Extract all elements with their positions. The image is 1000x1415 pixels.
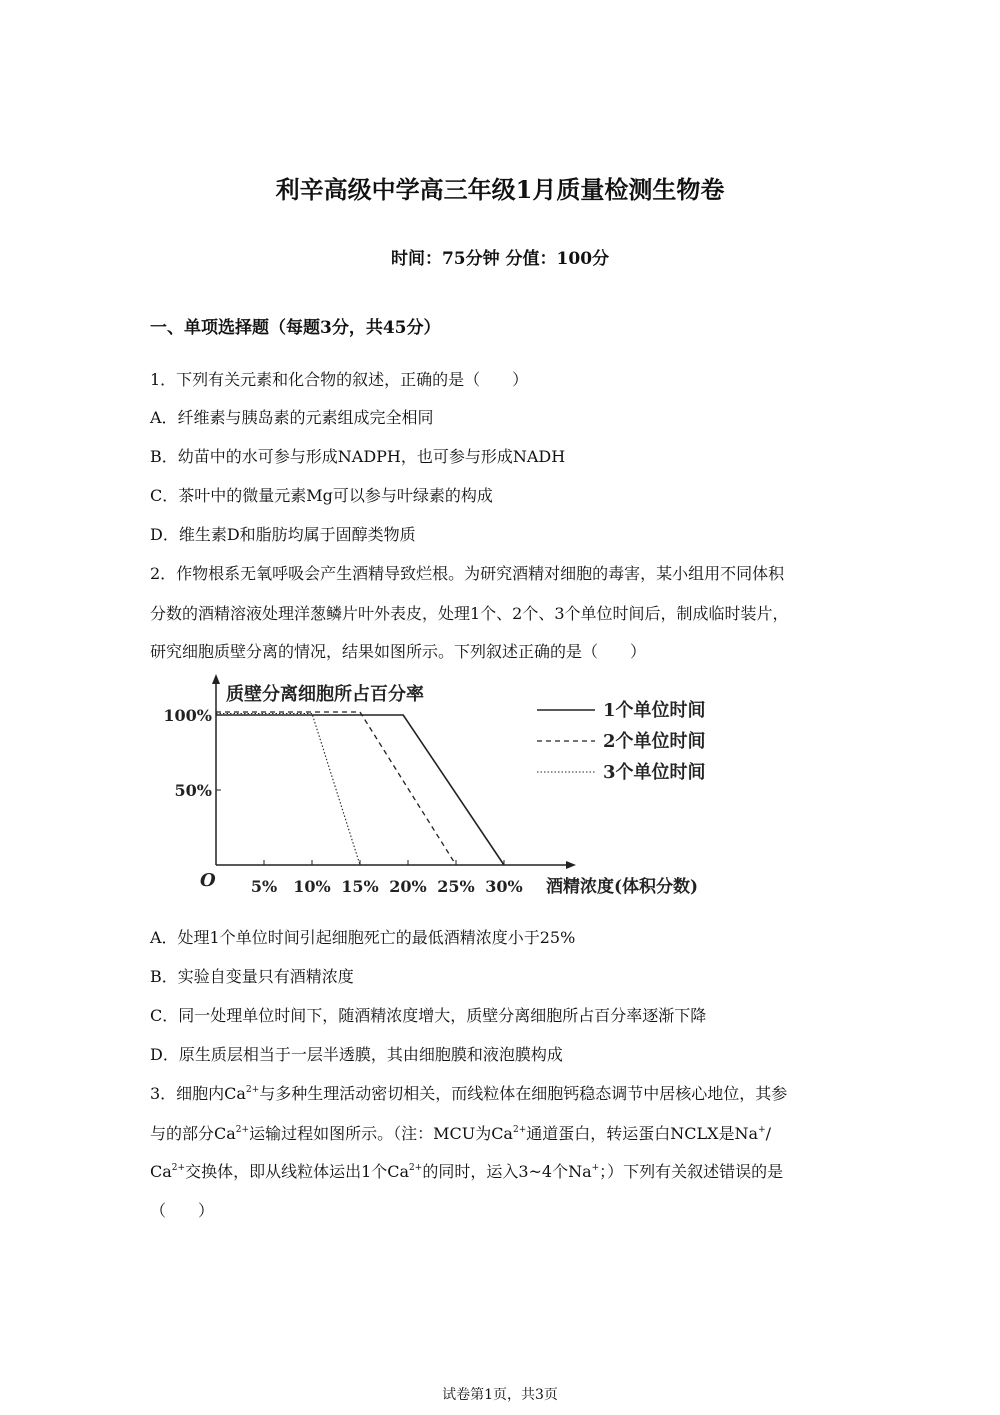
question-3-answer-brackets: （ ） <box>150 1201 215 1220</box>
legend-label-1: 1个单位时间 <box>603 700 706 721</box>
y-tick-label: 100% <box>163 706 212 725</box>
question-1-stem: 1．下列有关元素和化合物的叙述，正确的是（ ） <box>150 370 529 389</box>
question-1-option-c: C．茶叶中的微量元素Mg可以参与叶绿素的构成 <box>150 486 493 505</box>
exam-time-score: 时间：75分钟 分值：100分 <box>390 249 610 269</box>
question-1-option-d: D．维生素D和脂肪均属于固醇类物质 <box>150 525 416 544</box>
series-line-1 <box>216 715 504 865</box>
question-3-stem-line: 与的部分$Ca^{2+}$运输过程如图所示。（注：MCU为$Ca^{2+}$通道蛋白，转运蛋白NCLX是Na+/ <box>150 1124 772 1143</box>
origin-label: O <box>200 870 216 891</box>
x-axis-label: 酒精浓度(体积分数) <box>546 877 699 897</box>
x-tick-label: 10% <box>293 877 331 896</box>
x-tick-label: 30% <box>485 877 523 896</box>
section-heading: 一、单项选择题（每题3分，共45分） <box>150 318 441 338</box>
x-axis-arrow <box>566 861 576 869</box>
y-axis-label: 质壁分离细胞所占百分率 <box>226 684 424 705</box>
y-tick-label: 50% <box>174 781 212 800</box>
page-title: 利辛高级中学高三年级1月质量检测生物卷 <box>275 175 725 204</box>
plasmolysis-chart <box>160 670 760 905</box>
question-3-stem-line: $Ca^{2+}$交换体，即从线粒体运出1个$Ca^{2+}$的同时，运入3~4个Na+；）下列有关叙述错误的是 <box>150 1162 784 1181</box>
y-axis-arrow <box>212 674 220 684</box>
legend-label-3: 3个单位时间 <box>603 762 706 783</box>
question-2-option-b: B．实验自变量只有酒精浓度 <box>150 967 354 986</box>
question-1-option-a: A．纤维素与胰岛素的元素组成完全相同 <box>150 408 434 427</box>
x-tick-label: 15% <box>341 877 379 896</box>
question-2-stem-line: 研究细胞质壁分离的情况，结果如图所示。下列叙述正确的是（ ） <box>150 642 647 661</box>
question-1-option-b: B．幼苗中的水可参与形成NADPH，也可参与形成NADH <box>150 447 566 466</box>
x-tick-label: 25% <box>437 877 475 896</box>
question-2-option-c: C．同一处理单位时间下，随酒精浓度增大，质壁分离细胞所占百分率逐渐下降 <box>150 1006 707 1025</box>
question-2-option-d: D．原生质层相当于一层半透膜，其由细胞膜和液泡膜构成 <box>150 1045 563 1064</box>
x-tick-label: 5% <box>250 877 278 896</box>
question-2-option-a: A．处理1个单位时间引起细胞死亡的最低酒精浓度小于25% <box>150 928 576 947</box>
question-3-stem-line: 3．细胞内$Ca^{2+}$与多种生理活动密切相关，而线粒体在细胞钙稳态调节中居核心地位，其参 <box>150 1084 788 1103</box>
series-line-3 <box>216 714 360 866</box>
x-tick-label: 20% <box>389 877 427 896</box>
legend-label-2: 2个单位时间 <box>603 731 706 752</box>
question-2-stem-line: 2．作物根系无氧呼吸会产生酒精导致烂根。为研究酒精对细胞的毒害，某小组用不同体积 <box>150 564 785 583</box>
series-line-2 <box>216 712 456 865</box>
question-2-stem-line: 分数的酒精溶液处理洋葱鳞片叶外表皮，处理1个、2个、3个单位时间后，制成临时装片， <box>150 604 789 623</box>
page-footer: 试卷第1页，共3页 <box>442 1387 558 1403</box>
